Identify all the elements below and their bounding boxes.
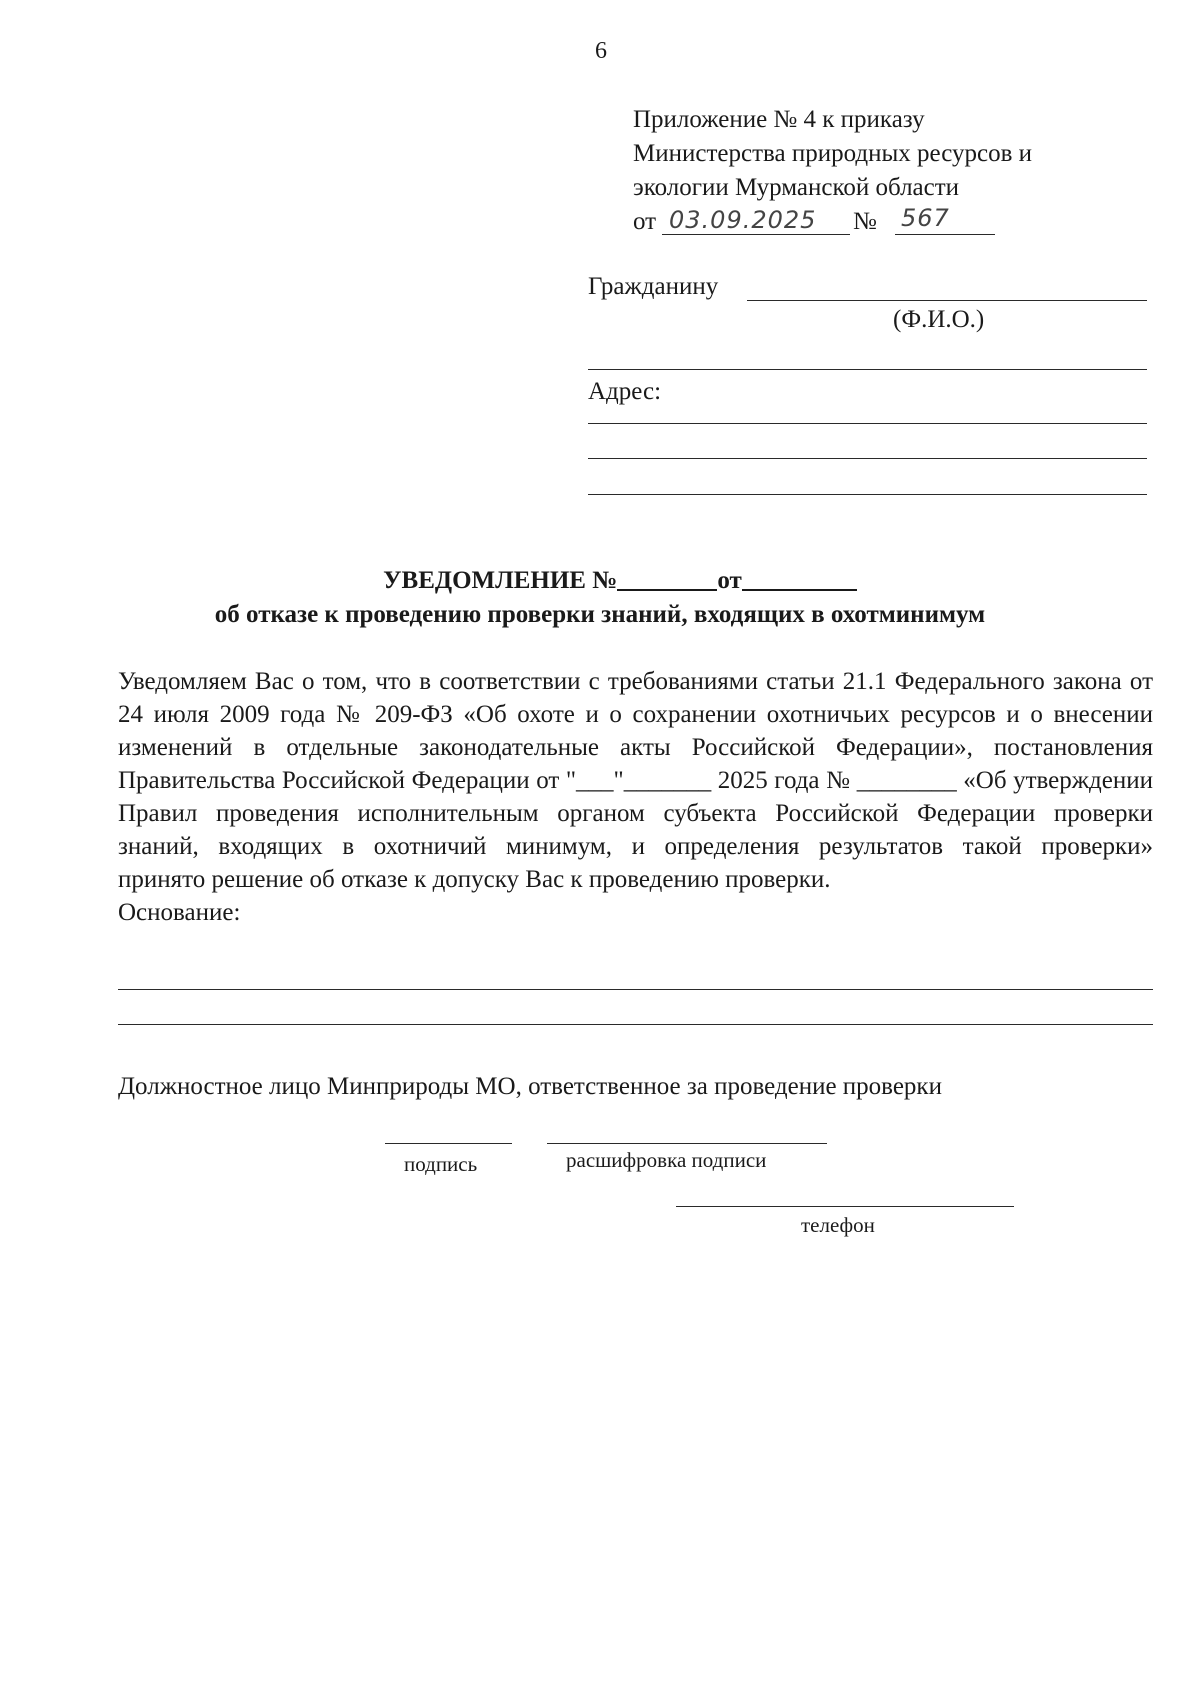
basis-label: Основание: — [118, 899, 241, 926]
document-subtitle: об отказе к проведению проверки знаний, входящих в охотминимум — [214, 601, 986, 628]
appendix-line-2: Министерства природных ресурсов и — [633, 140, 1033, 167]
recipient-name-line — [747, 300, 1147, 301]
title-date-prefix: от — [717, 567, 742, 594]
appendix-date-prefix: от — [633, 208, 657, 235]
appendix-line-1: Приложение № 4 к приказу — [633, 106, 925, 133]
address-line-2 — [588, 458, 1147, 459]
appendix-date-handwritten: 03.09.2025 — [669, 206, 817, 234]
appendix-number-underline — [895, 234, 995, 235]
address-line-3 — [588, 494, 1147, 495]
signature-caption: подпись — [404, 1152, 478, 1176]
decoding-line — [547, 1143, 827, 1144]
address-line-1 — [588, 423, 1147, 424]
body-paragraph: Уведомляем Вас о том, что в соответствии с требованиями статьи 21.1 Федерального закона от 24 июля 2009 года № 209-ФЗ «Об охоте и о сохранении охотничьих ресурсов и о внесении изменений в отдельные законодательные акты Российской Федерации», постановления Правительства Российской Федерации от "___"_______ 2025 года № ________ «Об утверждении Правил проведения исполнительным органом субъекта Российской Федерации проверки знаний, входящих в охотничий минимум, и определения результатов такой проверки» — [118, 668, 1153, 860]
address-label: Адрес: — [588, 378, 662, 405]
basis-line-1 — [118, 989, 1153, 990]
phone-line — [676, 1206, 1014, 1207]
appendix-number-handwritten: 567 — [901, 204, 950, 232]
appendix-block — [633, 103, 1032, 239]
basis-line-2 — [118, 1024, 1153, 1025]
page-number: 6 — [595, 38, 607, 64]
title-notification-number: УВЕДОМЛЕНИЕ № — [383, 567, 618, 594]
body-paragraph-end: принято решение об отказе к допуску Вас к проведению проверки. — [118, 866, 831, 893]
recipient-extra-line — [588, 369, 1147, 370]
notification-body — [118, 665, 1153, 929]
official-label: Должностное лицо Минприроды МО, ответственное за проведение проверки — [118, 1073, 942, 1100]
document-title — [0, 567, 1200, 595]
fio-caption: (Ф.И.О.) — [893, 306, 985, 333]
appendix-number-prefix: № — [853, 208, 877, 235]
signature-line — [385, 1143, 512, 1144]
title-date-blank — [742, 589, 857, 591]
phone-caption: телефон — [801, 1213, 875, 1237]
title-number-blank — [617, 589, 717, 591]
appendix-line-3: экологии Мурманской области — [633, 174, 960, 201]
appendix-date-underline — [662, 234, 850, 235]
recipient-label: Гражданину — [588, 273, 719, 300]
decoding-caption: расшифровка подписи — [566, 1148, 767, 1172]
